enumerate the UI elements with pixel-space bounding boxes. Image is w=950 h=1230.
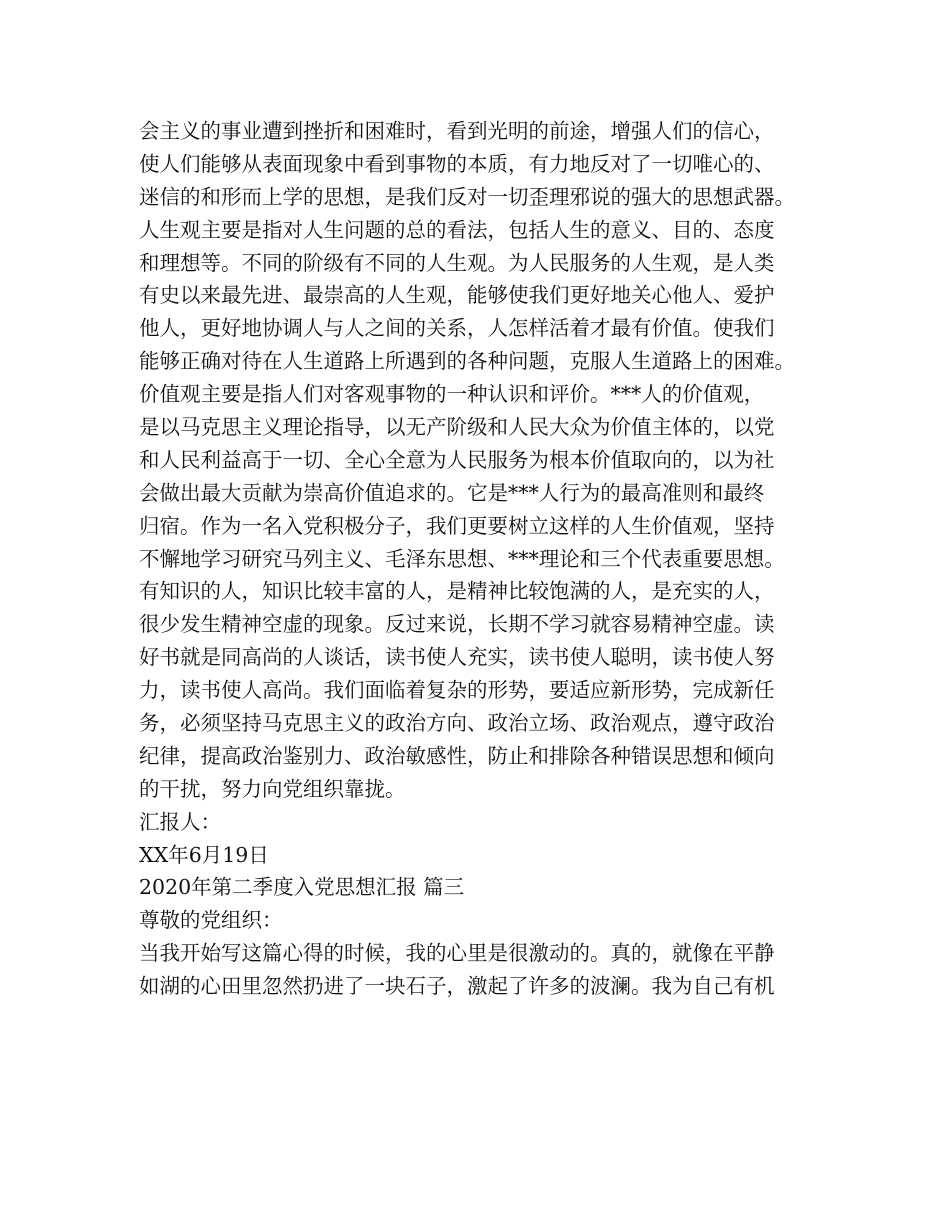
text-line: 他人，更好地协调人与人之间的关系，人怎样活着才最有价值。使我们 [139,316,775,341]
text-line: 会主义的事业遭到挫折和困难时，看到光明的前途，增强人们的信心， [139,119,775,143]
report-date: XX年6月19日 [139,842,269,867]
text-line: 是以马克思主义理论指导，以无产阶级和人民大众为价值主体的，以党 [139,415,775,440]
text-line: 不懈地学习研究马列主义、毛泽东思想、***理论和三个代表重要思想。 [139,546,785,571]
text-line: 迷信的和形而上学的思想，是我们反对一切歪理邪说的强大的思想武器。 [139,184,795,209]
text-line: 价值观主要是指人们对客观事物的一种认识和评价。***人的价值观， [139,382,765,407]
section-heading: 2020年第二季度入党思想汇报 篇三 [139,875,465,900]
reporter-label: 汇报人： [139,809,221,834]
text-line: 好书就是同高尚的人谈话，读书使人充实，读书使人聪明，读书使人努 [139,645,775,670]
text-line: 和人民利益高于一切、全心全意为人民服务为根本价值取向的，以为社 [139,447,775,472]
text-line: 很少发生精神空虚的现象。反过来说，长期不学习就容易精神空虚。读 [139,612,775,637]
text-line: 力，读书使人高尚。我们面临着复杂的形势，要适应新形势，完成新任 [139,678,775,703]
text-line: 当我开始写这篇心得的时候，我的心里是很激动的。真的，就像在平静 [139,941,775,966]
text-line: 有知识的人，知识比较丰富的人，是精神比较饱满的人，是充实的人， [139,579,775,604]
text-line: 务，必须坚持马克思主义的政治方向、政治立场、政治观点，遵守政治 [139,711,775,736]
salutation: 尊敬的党组织： [139,908,283,933]
text-line: 能够正确对待在人生道路上所遇到的各种问题，克服人生道路上的困难。 [139,349,795,374]
text-line: 归宿。作为一名入党积极分子，我们更要树立这样的人生价值观，坚持 [139,513,775,538]
text-line: 使人们能够从表面现象中看到事物的本质，有力地反对了一切唯心的、 [139,151,775,176]
document-body [139,115,829,1003]
text-line: 纪律，提高政治鉴别力、政治敏感性，防止和排除各种错误思想和倾向 [139,743,775,768]
text-line: 会做出最大贡献为崇高价值追求的。它是***人行为的最高准则和最终 [139,480,765,505]
text-line: 有史以来最先进、最崇高的人生观，能够使我们更好地关心他人、爱护 [139,283,775,308]
text-line: 人生观主要是指对人生问题的总的看法，包括人生的意义、目的、态度 [139,217,775,242]
text-line: 和理想等。不同的阶级有不同的人生观。为人民服务的人生观，是人类 [139,250,775,275]
text-line: 的干扰，努力向党组织靠拢。 [139,776,406,801]
text-line: 如湖的心田里忽然扔进了一块石子，激起了许多的波澜。我为自己有机 [139,974,775,999]
